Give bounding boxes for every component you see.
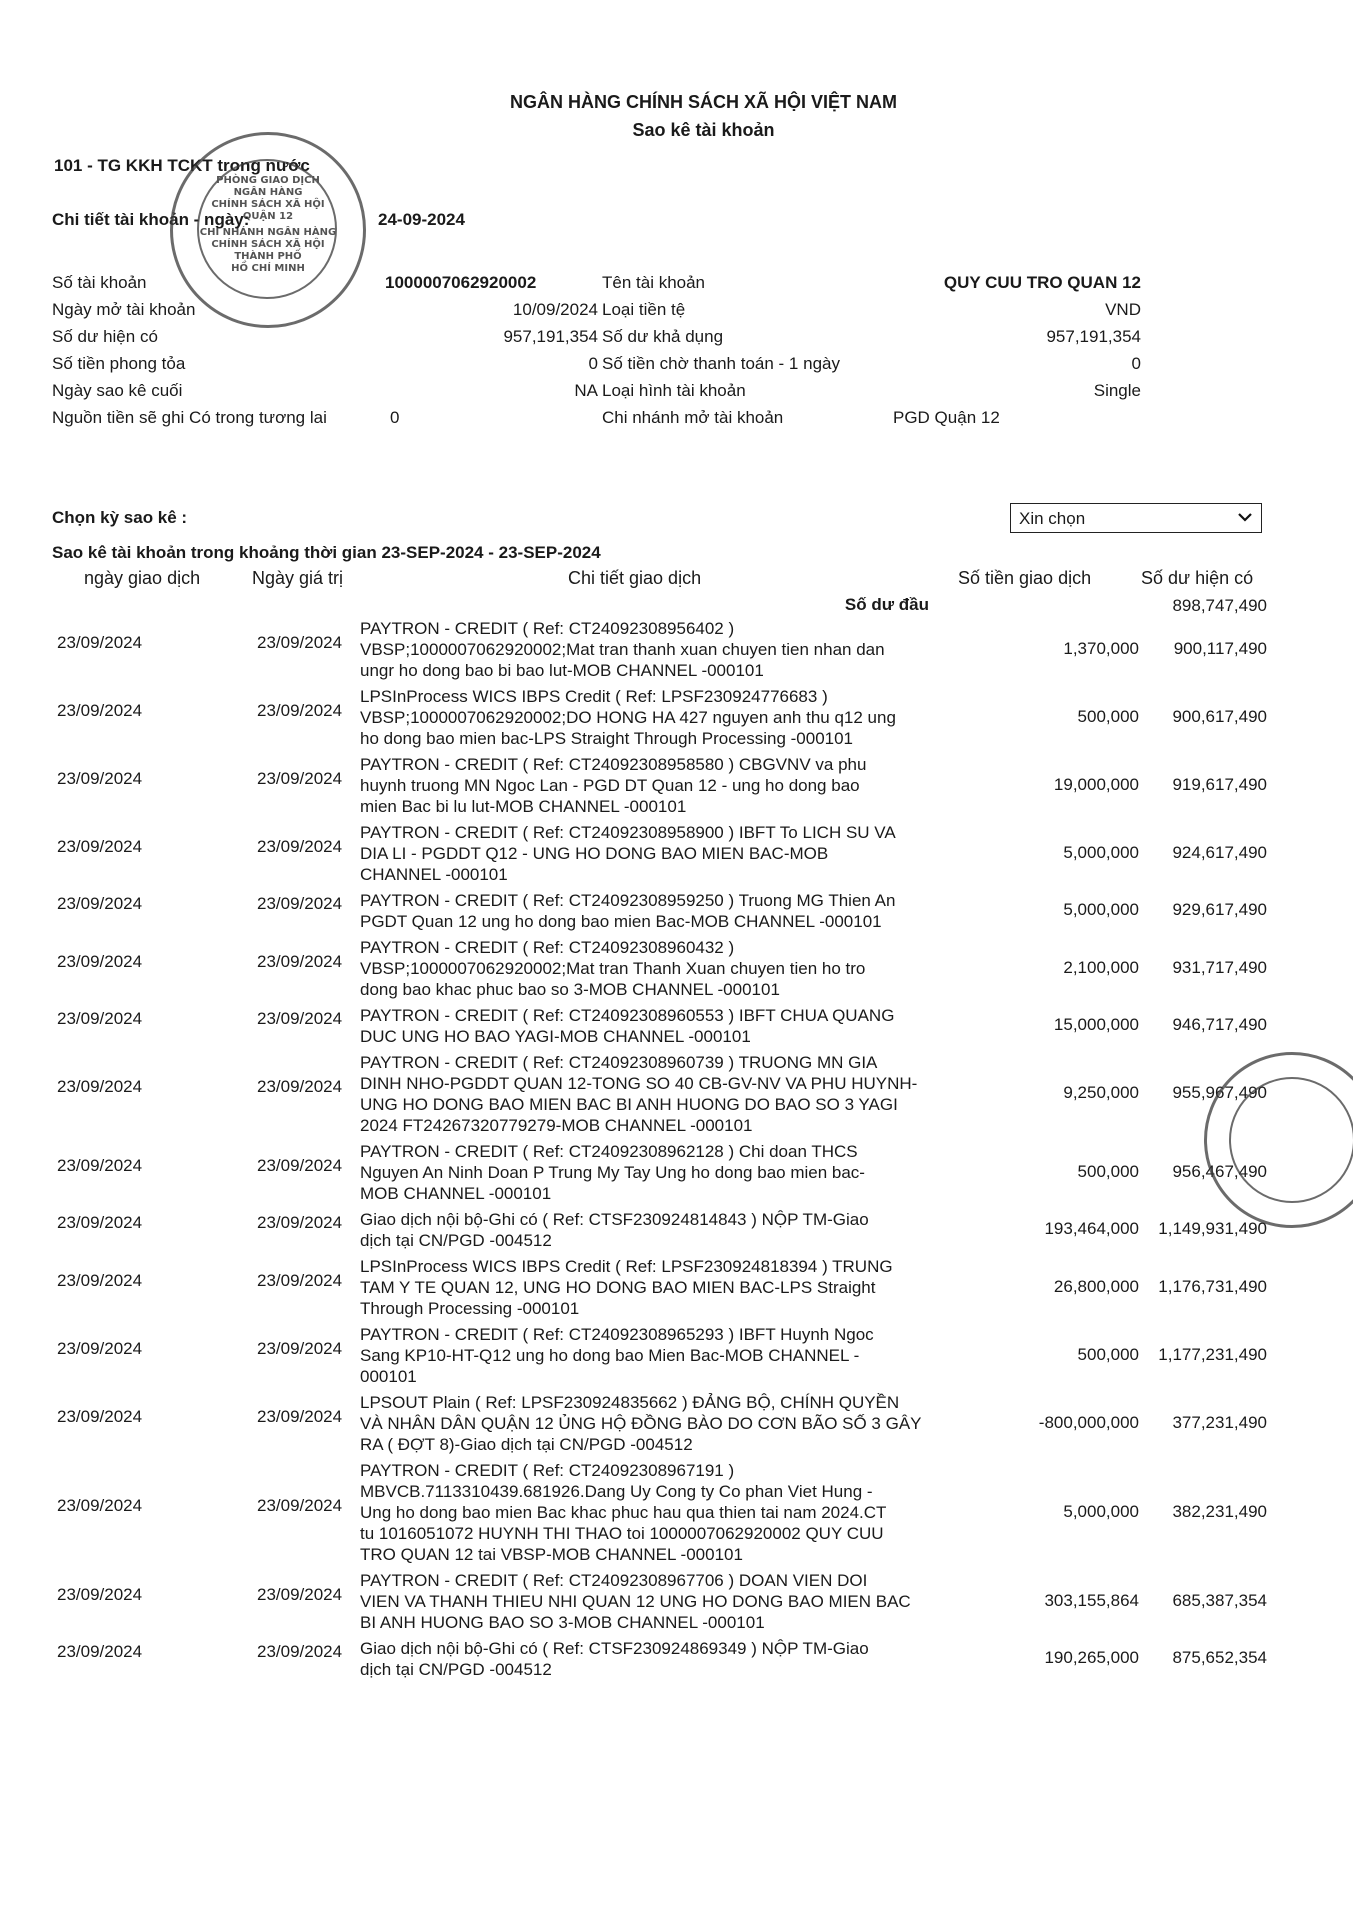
available-balance-label: Số dư khả dụng: [602, 327, 724, 346]
transaction-amount: 500,000: [1077, 707, 1139, 726]
detail-line: Ung ho dong bao mien Bac khac phuc hau qua thien tai nam 2024.CT: [360, 1503, 887, 1522]
transaction-details: [360, 1392, 930, 1455]
transaction-amount: 1,370,000: [1063, 639, 1139, 658]
detail-line: Giao dịch nội bộ-Ghi có ( Ref: CTSF230924869349 ) NỘP TM-Giao: [360, 1639, 869, 1658]
table-row: [0, 1392, 1353, 1455]
header-value-date: Ngày giá trị: [252, 568, 344, 588]
value-date: 23/09/2024: [257, 701, 343, 720]
detail-line: PAYTRON - CREDIT ( Ref: CT24092308958900 ) IBFT To LICH SU VA: [360, 823, 896, 842]
running-balance: 382,231,490: [1172, 1502, 1267, 1521]
transaction-amount: 5,000,000: [1063, 1502, 1139, 1521]
detail-line: 000101: [360, 1367, 417, 1386]
transaction-details: [360, 1324, 930, 1387]
pending-amount-label: Số tiền chờ thanh toán - 1 ngày: [602, 354, 840, 373]
detail-line: VÀ NHÂN DÂN QUẬN 12 ỦNG HỘ ĐỒNG BÀO DO CƠN BÃO SỐ 3 GÂY: [360, 1414, 922, 1433]
blocked-amount: 0: [588, 354, 598, 373]
choose-period-label: Chọn kỳ sao kê :: [52, 508, 188, 527]
transaction-date: 23/09/2024: [57, 769, 143, 788]
value-date: 23/09/2024: [257, 1271, 343, 1290]
transaction-date: 23/09/2024: [57, 894, 143, 913]
table-row: [0, 1324, 1353, 1387]
detail-label: Chi tiết tài khoản - ngày:: [52, 210, 250, 229]
running-balance: 900,617,490: [1172, 707, 1267, 726]
value-date: 23/09/2024: [257, 1156, 343, 1175]
detail-line: PAYTRON - CREDIT ( Ref: CT24092308962128 ) Chi doan THCS: [360, 1142, 858, 1161]
detail-line: PAYTRON - CREDIT ( Ref: CT24092308967191 ): [360, 1461, 735, 1480]
future-credit-label: Nguồn tiền sẽ ghi Có trong tương lai: [52, 408, 327, 427]
table-row: [0, 1460, 1353, 1565]
transaction-details: [360, 937, 930, 1000]
running-balance: 929,617,490: [1172, 900, 1267, 919]
transaction-details: [360, 754, 930, 817]
table-row: [0, 1570, 1353, 1633]
running-balance: 685,387,354: [1172, 1591, 1267, 1610]
account-kind: Single: [1093, 381, 1141, 400]
detail-line: LPSInProcess WICS IBPS Credit ( Ref: LPSF230924776683 ): [360, 687, 828, 706]
detail-line: PAYTRON - CREDIT ( Ref: CT24092308956402 ): [360, 619, 735, 638]
transaction-amount: 5,000,000: [1063, 843, 1139, 862]
running-balance: 946,717,490: [1172, 1015, 1267, 1034]
value-date: 23/09/2024: [257, 952, 343, 971]
transaction-details: [360, 1005, 930, 1047]
detail-line: VBSP;1000007062920002;DO HONG HA 427 nguyen anh thu q12 ung: [360, 708, 896, 727]
value-date: 23/09/2024: [257, 1585, 343, 1604]
current-balance-label: Số dư hiện có: [52, 327, 158, 346]
transaction-date: 23/09/2024: [57, 1496, 143, 1515]
detail-line: VIEN VA THANH THIEU NHI QUAN 12 UNG HO DONG BAO MIEN BAC: [360, 1592, 911, 1611]
official-stamp: PHÒNG GIAO DỊCH NGÂN HÀNG CHÍNH SÁCH XÃ HỘI QUẬN 12 CHI NHÁNH NGÂN HÀNG CHÍNH SÁCH XÃ HỘI THÀNH PHỐ HỒ CHÍ MINH: [170, 132, 366, 328]
running-balance: 1,177,231,490: [1158, 1345, 1267, 1364]
table-row: [0, 1256, 1353, 1319]
running-balance: 955,967,490: [1172, 1083, 1267, 1102]
current-balance: 957,191,354: [503, 327, 598, 346]
detail-line: CHANNEL -000101: [360, 865, 508, 884]
transaction-date: 23/09/2024: [57, 1407, 143, 1426]
detail-line: ungr ho dong bao bi bao lut-MOB CHANNEL -000101: [360, 661, 764, 680]
account-name: QUY CUU TRO QUAN 12: [943, 273, 1141, 292]
transaction-amount: 190,265,000: [1044, 1648, 1139, 1667]
detail-line: LPSOUT Plain ( Ref: LPSF230924835662 ) ĐẢNG BỘ, CHÍNH QUYỀN: [360, 1393, 900, 1412]
transaction-amount: 2,100,000: [1063, 958, 1139, 977]
table-row: [0, 686, 1353, 749]
detail-line: DUC UNG HO BAO YAGI-MOB CHANNEL -000101: [360, 1027, 751, 1046]
transaction-amount: 19,000,000: [1053, 775, 1139, 794]
pending-amount: 0: [1131, 354, 1141, 373]
transaction-date: 23/09/2024: [57, 837, 143, 856]
transaction-details: [360, 686, 930, 749]
open-date-label: Ngày mở tài khoản: [52, 300, 196, 319]
transaction-date: 23/09/2024: [57, 1339, 143, 1358]
opening-balance-label: Số dư đầu: [844, 595, 929, 614]
transaction-amount: 15,000,000: [1053, 1015, 1139, 1034]
table-row: [0, 754, 1353, 817]
value-date: 23/09/2024: [257, 1339, 343, 1358]
transaction-date: 23/09/2024: [57, 1077, 143, 1096]
transaction-details: [360, 1638, 930, 1680]
account-type-line: 101 - TG KKH TCKT trong nước: [54, 156, 310, 175]
detail-line: UNG HO DONG BAO MIEN BAC BI ANH HUONG DO BAO SO 3 YAGI: [360, 1095, 898, 1114]
detail-line: ho dong bao mien bac-LPS Straight Through Processing -000101: [360, 729, 854, 748]
detail-line: Giao dịch nội bộ-Ghi có ( Ref: CTSF230924814843 ) NỘP TM-Giao: [360, 1210, 869, 1229]
running-balance: 377,231,490: [1172, 1413, 1267, 1432]
detail-line: 2024 FT24267320779279-MOB CHANNEL -000101: [360, 1116, 753, 1135]
detail-date: 24-09-2024: [378, 210, 465, 229]
transaction-amount: 303,155,864: [1044, 1591, 1139, 1610]
transaction-amount: 500,000: [1077, 1345, 1139, 1364]
transaction-details: [360, 822, 930, 885]
value-date: 23/09/2024: [257, 633, 343, 652]
table-row: [0, 1052, 1353, 1136]
detail-line: DINH NHO-PGDDT QUAN 12-TONG SO 40 CB-GV-NV VA PHU HUYNH-: [360, 1074, 918, 1093]
running-balance: 956,467,490: [1172, 1162, 1267, 1181]
detail-line: MBVCB.7113310439.681926.Dang Uy Cong ty Co phan Viet Hung -: [360, 1482, 873, 1501]
last-statement: NA: [574, 381, 598, 400]
document-title: Sao kê tài khoản: [632, 120, 775, 140]
period-select-value: Xin chọn: [1019, 509, 1086, 528]
detail-line: dong bao khac phuc bao so 3-MOB CHANNEL -000101: [360, 980, 780, 999]
chevron-down-icon: [1235, 507, 1255, 532]
detail-line: tu 1016051072 HUYNH THI THAO toi 1000007062920002 QUY CUU: [360, 1524, 884, 1543]
transaction-amount: -800,000,000: [1038, 1413, 1139, 1432]
future-credit: 0: [390, 408, 400, 427]
detail-line: PAYTRON - CREDIT ( Ref: CT24092308960739 ) TRUONG MN GIA: [360, 1053, 878, 1072]
detail-line: Sang KP10-HT-Q12 ung ho dong bao Mien Bac-MOB CHANNEL -: [360, 1346, 860, 1365]
value-date: 23/09/2024: [257, 894, 343, 913]
branch: PGD Quận 12: [893, 408, 1000, 427]
table-row: [0, 1209, 1353, 1251]
transaction-details: [360, 890, 930, 932]
transaction-amount: 26,800,000: [1053, 1277, 1139, 1296]
detail-line: dịch tại CN/PGD -004512: [360, 1231, 552, 1250]
value-date: 23/09/2024: [257, 1642, 343, 1661]
detail-line: RA ( ĐỢT 8)-Giao dịch tại CN/PGD -004512: [360, 1435, 693, 1454]
last-statement-label: Ngày sao kê cuối: [52, 381, 183, 400]
transaction-amount: 500,000: [1077, 1162, 1139, 1181]
detail-line: BI ANH HUONG BAO SO 3-MOB CHANNEL -000101: [360, 1613, 765, 1632]
header-details: Chi tiết giao dịch: [568, 568, 702, 588]
account-name-label: Tên tài khoản: [602, 273, 706, 292]
account-no: 1000007062920002: [385, 273, 537, 292]
bank-name: NGÂN HÀNG CHÍNH SÁCH XÃ HỘI VIỆT NAM: [509, 92, 897, 112]
running-balance: 900,117,490: [1173, 639, 1267, 658]
currency: VND: [1105, 300, 1141, 319]
detail-line: VBSP;1000007062920002;Mat tran Thanh Xuan chuyen tien ho tro: [360, 959, 866, 978]
running-balance: 919,617,490: [1172, 775, 1267, 794]
transaction-amount: 193,464,000: [1044, 1219, 1139, 1238]
opening-balance: 898,747,490: [1172, 596, 1267, 615]
table-row: [0, 1141, 1353, 1204]
account-kind-label: Loại hình tài khoản: [602, 381, 746, 400]
detail-line: LPSInProcess WICS IBPS Credit ( Ref: LPSF230924818394 ) TRUNG: [360, 1257, 893, 1276]
table-row: [0, 1005, 1353, 1047]
detail-line: VBSP;1000007062920002;Mat tran thanh xuan chuyen tien nhan dan: [360, 640, 885, 659]
transaction-date: 23/09/2024: [57, 1156, 143, 1175]
detail-line: mien Bac bi lu lut-MOB CHANNEL -000101: [360, 797, 687, 816]
running-balance: 924,617,490: [1172, 843, 1267, 862]
detail-line: PAYTRON - CREDIT ( Ref: CT24092308960432 ): [360, 938, 735, 957]
transaction-date: 23/09/2024: [57, 952, 143, 971]
value-date: 23/09/2024: [257, 1077, 343, 1096]
transaction-details: [360, 1052, 930, 1136]
period-select[interactable]: [1010, 503, 1262, 533]
header-amount: Số tiền giao dịch: [958, 568, 1092, 588]
currency-label: Loại tiền tệ: [602, 300, 686, 319]
detail-line: PAYTRON - CREDIT ( Ref: CT24092308960553 ) IBFT CHUA QUANG: [360, 1006, 895, 1025]
statement-range: Sao kê tài khoản trong khoảng thời gian 23-SEP-2024 - 23-SEP-2024: [52, 543, 601, 562]
detail-line: huynh truong MN Ngoc Lan - PGD DT Quan 12 - ung ho dong bao: [360, 776, 860, 795]
detail-line: PAYTRON - CREDIT ( Ref: CT24092308967706 ) DOAN VIEN DOI: [360, 1571, 868, 1590]
table-row: [0, 937, 1353, 1000]
detail-line: dịch tại CN/PGD -004512: [360, 1660, 552, 1679]
transaction-details: [360, 1141, 930, 1204]
transaction-date: 23/09/2024: [57, 633, 143, 652]
value-date: 23/09/2024: [257, 1213, 343, 1232]
detail-line: DIA LI - PGDDT Q12 - UNG HO DONG BAO MIEN BAC-MOB: [360, 844, 829, 863]
detail-line: TAM Y TE QUAN 12, UNG HO DONG BAO MIEN BAC-LPS Straight: [360, 1278, 876, 1297]
transaction-date: 23/09/2024: [57, 1009, 143, 1028]
transaction-details: [360, 1256, 930, 1319]
transaction-details: [360, 1460, 930, 1565]
detail-line: PAYTRON - CREDIT ( Ref: CT24092308958580 ) CBGVNV va phu: [360, 755, 867, 774]
available-balance: 957,191,354: [1046, 327, 1141, 346]
running-balance: 1,176,731,490: [1158, 1277, 1267, 1296]
transaction-details: [360, 618, 930, 681]
value-date: 23/09/2024: [257, 1496, 343, 1515]
table-row: [0, 822, 1353, 885]
open-date: 10/09/2024: [512, 300, 598, 319]
detail-line: Through Processing -000101: [360, 1299, 580, 1318]
detail-line: PAYTRON - CREDIT ( Ref: CT24092308959250 ) Truong MG Thien An: [360, 891, 896, 910]
detail-line: Nguyen An Ninh Doan P Trung My Tay Ung ho dong bao mien bac-: [360, 1163, 865, 1182]
account-no-label: Số tài khoản: [52, 273, 147, 292]
transaction-amount: 9,250,000: [1063, 1083, 1139, 1102]
header-transaction-date: ngày giao dịch: [84, 568, 201, 588]
transaction-details: [360, 1209, 930, 1251]
value-date: 23/09/2024: [257, 769, 343, 788]
detail-line: MOB CHANNEL -000101: [360, 1184, 552, 1203]
detail-line: PAYTRON - CREDIT ( Ref: CT24092308965293 ) IBFT Huynh Ngoc: [360, 1325, 874, 1344]
value-date: 23/09/2024: [257, 837, 343, 856]
header-balance: Số dư hiện có: [1141, 568, 1254, 588]
running-balance: 1,149,931,490: [1158, 1219, 1267, 1238]
transaction-date: 23/09/2024: [57, 1213, 143, 1232]
transaction-date: 23/09/2024: [57, 701, 143, 720]
transaction-date: 23/09/2024: [57, 1271, 143, 1290]
transaction-details: [360, 1570, 930, 1633]
running-balance: 931,717,490: [1172, 958, 1267, 977]
table-row: [0, 1638, 1353, 1680]
branch-label: Chi nhánh mở tài khoản: [602, 408, 784, 427]
running-balance: 875,652,354: [1172, 1648, 1267, 1667]
blocked-amount-label: Số tiền phong tỏa: [52, 354, 186, 373]
table-row: [0, 618, 1353, 681]
detail-line: TRO QUAN 12 tai VBSP-MOB CHANNEL -000101: [360, 1545, 743, 1564]
detail-line: PGDT Quan 12 ung ho dong bao mien Bac-MOB CHANNEL -000101: [360, 912, 882, 931]
table-row: [0, 890, 1353, 932]
value-date: 23/09/2024: [257, 1407, 343, 1426]
transaction-date: 23/09/2024: [57, 1642, 143, 1661]
transaction-amount: 5,000,000: [1063, 900, 1139, 919]
value-date: 23/09/2024: [257, 1009, 343, 1028]
transaction-date: 23/09/2024: [57, 1585, 143, 1604]
